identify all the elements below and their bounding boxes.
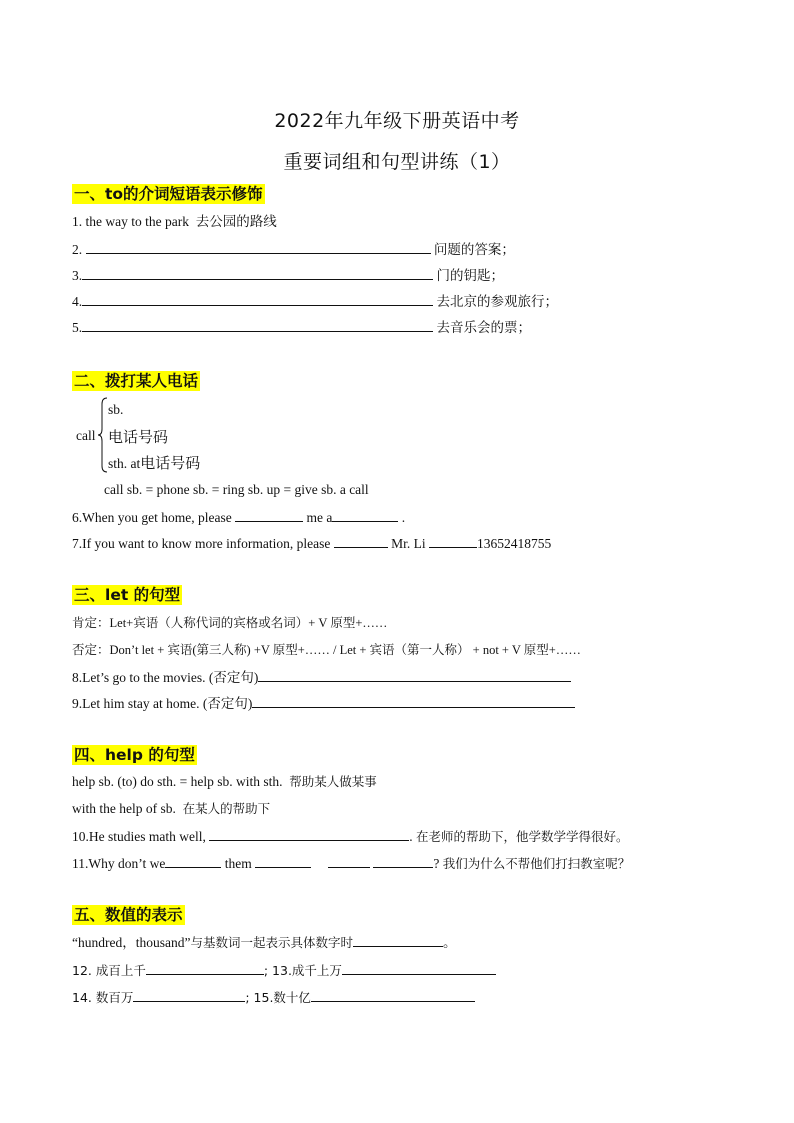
call-option-1: sb. bbox=[108, 402, 124, 417]
item-3-blank[interactable] bbox=[82, 266, 433, 280]
item-5-blank[interactable] bbox=[82, 318, 433, 332]
call-word: call bbox=[76, 428, 96, 443]
section-5-heading: 五、数值的表示 bbox=[74, 906, 183, 924]
section-2-heading: 二、拨打某人电话 bbox=[74, 372, 199, 390]
call-equivalents: call sb. = phone sb. = ring sb. up = give sb. a call bbox=[104, 482, 369, 497]
q9-answer-line[interactable] bbox=[252, 694, 575, 708]
item-2-cn: 问题的答案； bbox=[433, 242, 515, 258]
item-3 bbox=[72, 266, 504, 285]
q8-answer-line[interactable] bbox=[258, 668, 571, 682]
item-1 bbox=[72, 213, 277, 231]
q14-blank[interactable] bbox=[133, 988, 245, 1002]
q11-blank-2[interactable] bbox=[255, 854, 311, 868]
question-10: 10.He studies math well, . 在老师的帮助下，他学数学学得很好。 bbox=[72, 829, 629, 844]
help-rule-1: help sb. (to) do sth. = help sb. with sth. 帮助某人做某事 bbox=[72, 774, 377, 789]
section-3-heading: 三、let 的句型 bbox=[74, 586, 181, 604]
item-2 bbox=[72, 240, 515, 259]
q11-blank-1[interactable] bbox=[165, 854, 221, 868]
q15-blank[interactable] bbox=[311, 988, 475, 1002]
question-7: 7.If you want to know more information, please Mr. Li 13652418755 bbox=[72, 536, 552, 551]
q10-blank[interactable] bbox=[209, 827, 409, 841]
q7-blank-2[interactable] bbox=[429, 534, 477, 548]
question-14-15: 14. 数百万 ; 15.数十亿 bbox=[72, 988, 475, 1007]
item-3-num: 3. bbox=[72, 268, 83, 283]
question-6: 6.When you get home, please me a . bbox=[72, 510, 406, 525]
call-usage-group bbox=[76, 396, 276, 476]
q6-blank-1[interactable] bbox=[235, 508, 303, 522]
item-4 bbox=[72, 292, 558, 311]
item-1-en: 1. the way to the park bbox=[72, 214, 189, 229]
let-positive-rule: 肯定：Let+宾语（人称代词的宾格或名词）+ V 原型+…… bbox=[72, 615, 388, 630]
call-option-2: 电话号码 bbox=[108, 428, 169, 446]
question-8: 8.Let’s go to the movies. (否定句) bbox=[72, 668, 571, 687]
item-5-cn: 去音乐会的票； bbox=[436, 320, 531, 336]
page-subtitle: 重要词组和句型讲练（1） bbox=[283, 151, 511, 173]
question-12-13: 12. 成百上千 ; 13.成千上万 bbox=[72, 961, 496, 980]
q11-blank-3[interactable] bbox=[328, 854, 370, 868]
item-3-cn: 门的钥匙； bbox=[436, 268, 504, 284]
curly-brace-icon bbox=[98, 396, 108, 474]
item-5 bbox=[72, 318, 531, 337]
number-rule: “hundred，thousand”与基数词一起表示具体数字时 。 bbox=[72, 935, 457, 951]
let-negative-rule: 否定：Don’t let + 宾语(第三人称) +V 原型+…… / Let + 宾语（第一人称） + not + V 原型+…… bbox=[72, 642, 581, 657]
section-1-heading: 一、to的介词短语表示修饰 bbox=[74, 185, 263, 203]
q7-blank-1[interactable] bbox=[334, 534, 388, 548]
q13-blank[interactable] bbox=[342, 961, 496, 975]
item-2-blank[interactable] bbox=[86, 240, 431, 254]
item-4-num: 4. bbox=[72, 294, 83, 309]
number-rule-blank[interactable] bbox=[353, 933, 443, 947]
item-2-num: 2. bbox=[72, 242, 83, 257]
page-title: 2022年九年级下册英语中考 bbox=[274, 110, 520, 132]
q12-blank[interactable] bbox=[146, 961, 264, 975]
question-9: 9.Let him stay at home. (否定句) bbox=[72, 694, 575, 713]
item-4-blank[interactable] bbox=[82, 292, 433, 306]
call-option-3: sth. at电话号码 bbox=[108, 454, 201, 472]
section-4-heading: 四、help 的句型 bbox=[74, 746, 195, 764]
question-11: 11.Why don’t we them ? 我们为什么不帮他们打扫教室呢？ bbox=[72, 856, 631, 871]
q6-blank-2[interactable] bbox=[332, 508, 398, 522]
item-1-cn: 去公园的路线 bbox=[195, 214, 277, 230]
q11-blank-4[interactable] bbox=[373, 854, 433, 868]
item-4-cn: 去北京的参观旅行； bbox=[436, 294, 558, 310]
item-5-num: 5. bbox=[72, 320, 83, 335]
help-rule-2: with the help of sb. 在某人的帮助下 bbox=[72, 801, 271, 816]
